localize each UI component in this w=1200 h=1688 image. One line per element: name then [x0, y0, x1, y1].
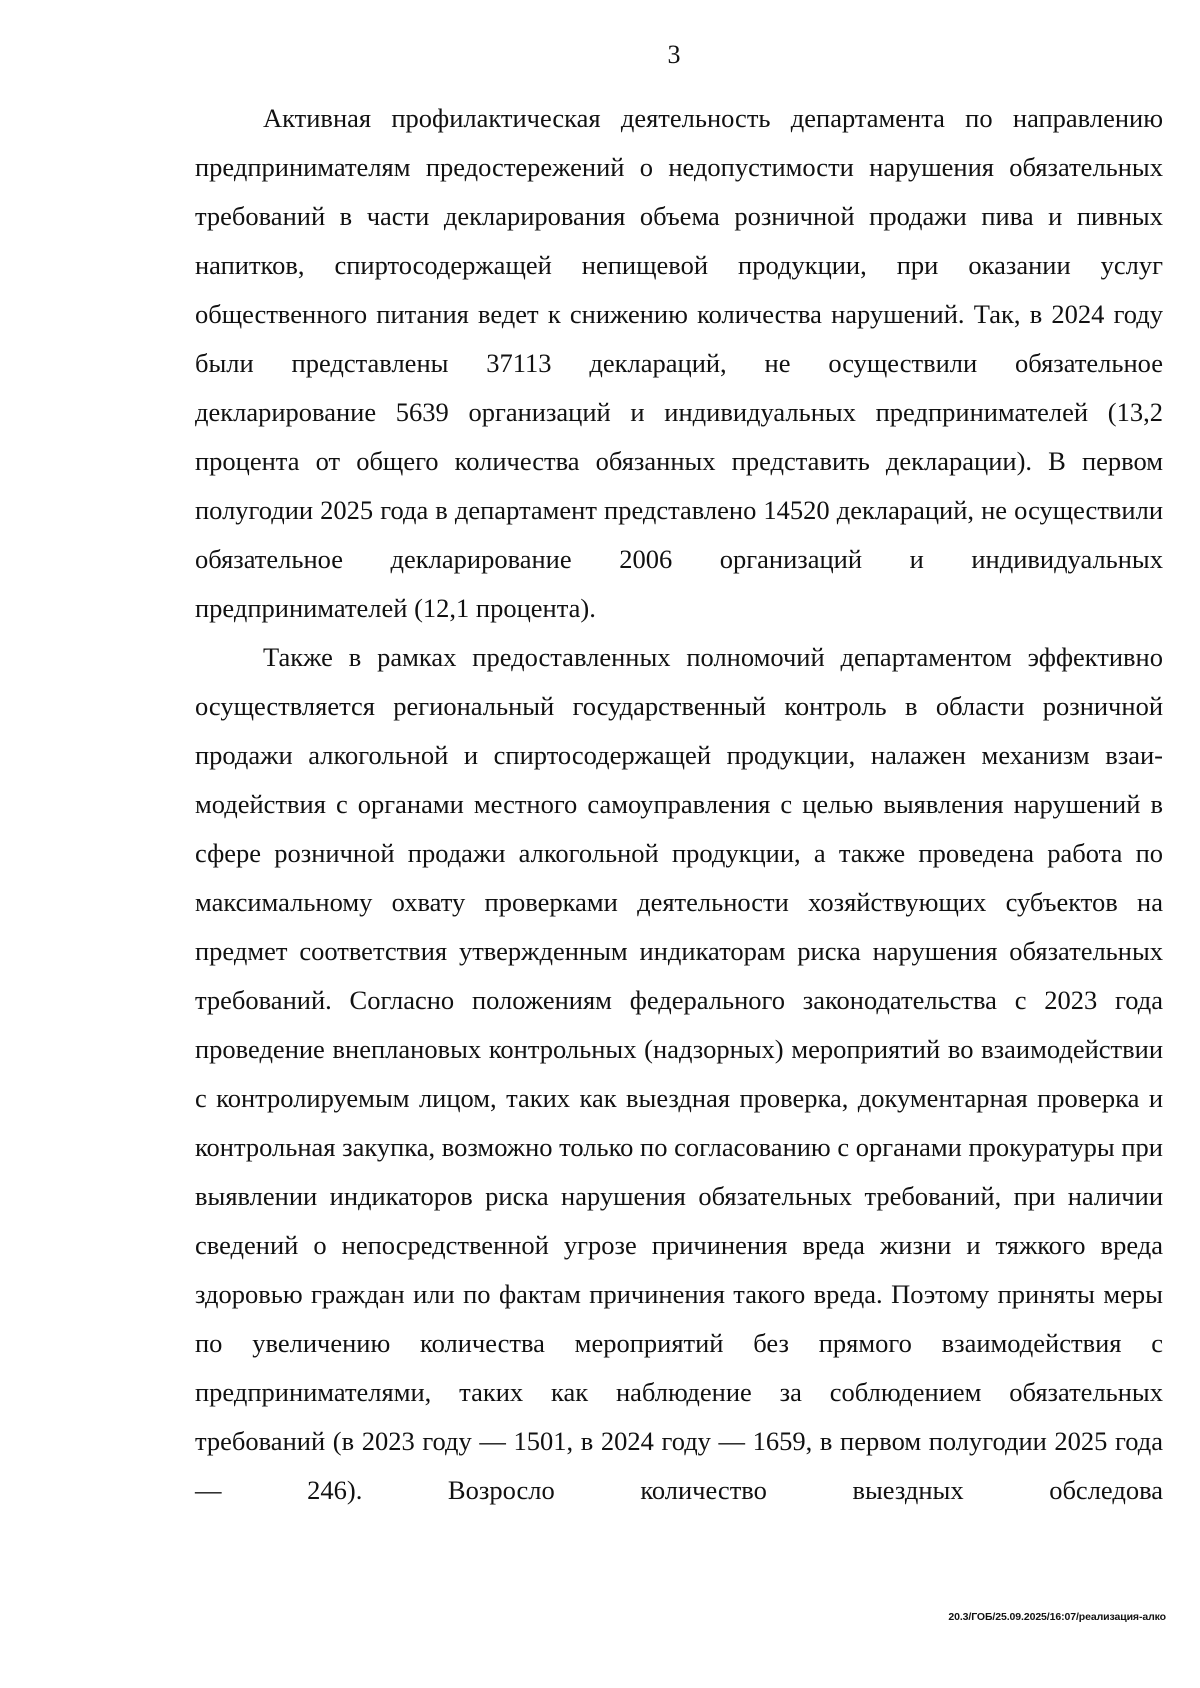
- page-number: 3: [667, 40, 681, 69]
- document-body: [195, 94, 1163, 1515]
- paragraph-regional-control: Также в рамках предоставленных полномочий департаментом эффективно осуществляется региональный государственный контроль в области розничной продажи алкогольной и спиртосодержащей продукции, налажен механизм взаимодействия с органами местного самоуправления с целью выявления нарушений в сфере розничной продажи алкогольной продукции, а также проведена работа по максимальному охвату проверками деятельности хозяйствующих субъектов на предмет соответствия утвержденным индикаторам риска нарушения обязательных требований. Согласно положениям федерального законодательства с 2023 года проведение внеплановых контрольных (надзорных) мероприятий во взаимодействии с контролируемым лицом, таких как выездная проверка, документарная проверка и контрольная закупка, возможно только по согласованию с органами прокуратуры при выявлении индикаторов риска нарушения обязательных требований, при наличии сведений о непосредственной угрозе причинения вреда жизни и тяжкого вреда здоровью граждан или по фактам причинения такого вреда. Поэтому приняты меры по увеличению количества мероприятий без прямого взаимодействия с предпринимателями, таких как наблюдение за соблюдением обязательных требований (в 2023 году — 1501, в 2024 году — 1659, в первом полугодии 2025 года — 246). Возросло количество выездных обследова: [195, 642, 1163, 1505]
- document-footer-code: 20.3/ГОБ/25.09.2025/16:07/реализация-алко: [948, 1611, 1166, 1623]
- paragraph-declarations: Активная профилактическая деятельность департамента по направлению предпринимателям предостережений о недопустимости нарушения обязательных требований в части декларирования объема розничной продажи пива и пивных напитков, спиртосодержащей непищевой продукции, при оказании услуг общественного питания ведет к снижению количества нарушений. Так, в 2024 году были представлены 37113 деклараций, не осуществили обязательное декларирование 5639 организаций и индивидуальных предпринимателей (13,2 процента от общего количества обязанных представить декларации). В первом полугодии 2025 года в департамент представлено 14520 деклараций, не осуществили обязательное декларирование 2006 организаций и индивидуальных предпринимателей (12,1 процента).: [195, 103, 1163, 623]
